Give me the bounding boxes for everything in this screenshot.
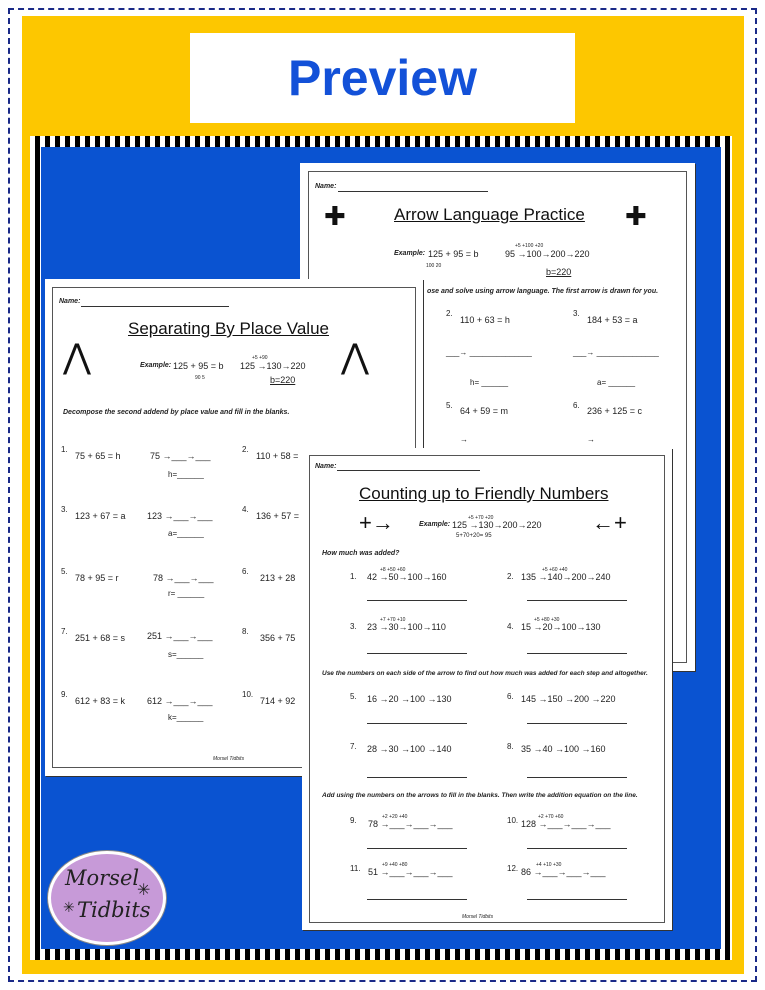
plus-arrow-right-icon: +→: [359, 510, 394, 535]
problem-steps: +2 +20 +40: [382, 814, 408, 820]
problem-equation: 251 + 68 = s: [75, 633, 126, 643]
problem-number: 3.: [61, 505, 68, 514]
example-equation: 125 + 95 = b: [173, 361, 224, 371]
problem-chain: 86 →___→___→___: [521, 867, 606, 877]
problem-equation: 236 + 125 = c: [587, 406, 643, 416]
problem-equation: 612 + 83 = k: [75, 696, 126, 706]
answer-blank: h=______: [168, 470, 204, 479]
problem-number: 2.: [507, 572, 514, 581]
problem-equation: 136 + 57 =: [256, 511, 300, 521]
section-heading: Use the numbers on each side of the arrow to find out how much was added for each step and altogether.: [322, 670, 648, 677]
problem-chain: 145 →150 →200 →220: [521, 694, 616, 704]
problem-equation: 213 + 28: [260, 573, 296, 583]
problem-chain: 612 →___→___: [147, 696, 213, 706]
example-label: Example:: [394, 250, 426, 257]
answer-blank: h= ______: [470, 378, 509, 387]
problem-equation: 78 + 95 = r: [75, 573, 119, 583]
arrow-blank: ___→ ______________: [573, 348, 659, 357]
example-result: b=220: [270, 375, 296, 385]
example-label: Example:: [140, 362, 172, 369]
footer-logo: Morsel Tidbits: [462, 914, 494, 920]
problem-steps: +7 +70 +10: [380, 617, 406, 623]
worksheet-title: Arrow Language Practice: [394, 205, 585, 224]
problem-equation: 75 + 65 = h: [75, 451, 121, 461]
logo-line2: Tidbits: [77, 898, 151, 922]
example-steps: +5 +90: [252, 355, 268, 361]
problem-number: 9.: [350, 816, 357, 825]
problem-number: 2.: [446, 309, 453, 318]
split-arrows-icon: ⋀: [63, 338, 91, 376]
problem-chain: 15 →20→100→130: [521, 622, 601, 632]
footer-logo: Morsel Tidbits: [213, 756, 245, 762]
problem-chain: 51 →___→___→___: [368, 867, 453, 877]
answer-blank: r= ______: [168, 589, 205, 598]
problem-number: 1.: [61, 445, 68, 454]
problem-number: 10.: [242, 690, 254, 699]
arrow-icon: →: [587, 435, 595, 444]
problem-equation: 123 + 67 = a: [75, 511, 126, 521]
example-steps: +5 +70 +20: [468, 515, 494, 521]
problem-number: 4.: [242, 505, 249, 514]
example-equation: 125 + 95 = b: [428, 249, 479, 259]
problem-steps: +5 +60 +40: [542, 567, 568, 573]
section-heading: Add using the numbers on the arrows to fill in the blanks. Then write the addition equation on the line.: [322, 792, 638, 799]
example-split: 90 5: [195, 375, 205, 381]
cross-arrows-icon: ✚: [625, 201, 647, 231]
problem-number: 4.: [507, 622, 514, 631]
section-heading: How much was added?: [322, 550, 400, 557]
problem-chain: 128 →___→___→___: [521, 819, 611, 829]
name-label: Name:: [59, 298, 81, 305]
cross-arrows-icon: ✚: [324, 201, 346, 231]
name-label: Name:: [315, 183, 337, 190]
logo-line1: Morsel: [65, 866, 140, 890]
problem-chain: 16 →20 →100 →130: [367, 694, 452, 704]
problem-equation: 64 + 59 = m: [460, 406, 509, 416]
example-chain: 125 →130→200→220: [452, 520, 542, 530]
problem-chain: 78 →___→___: [153, 573, 214, 583]
problem-chain: 42 →50→100→160: [367, 572, 447, 582]
instruction: Decompose the second addend by place value and fill in the blanks.: [63, 409, 290, 416]
problem-chain: 135 →140→200→240: [521, 572, 611, 582]
problem-number: 7.: [350, 742, 357, 751]
problem-steps: +5 +80 +30: [534, 617, 560, 623]
example-sum: 5+70+20= 95: [456, 533, 492, 539]
worksheet-friendly-numbers: [302, 448, 672, 930]
problem-number: 12.: [507, 864, 519, 873]
arrow-blank: ___→ ______________: [446, 348, 532, 357]
problem-equation: 184 + 53 = a: [587, 315, 638, 325]
problem-steps: +2 +70 +60: [538, 814, 564, 820]
example-split: 100 20: [426, 263, 442, 269]
problem-chain: 28 →30 →100 →140: [367, 744, 452, 754]
problem-number: 7.: [61, 627, 68, 636]
problem-chain: 75 →___→___: [150, 451, 211, 461]
answer-blank: k=______: [168, 713, 204, 722]
problem-equation: 110 + 63 = h: [460, 315, 510, 325]
worksheet-title: Separating By Place Value: [128, 319, 329, 338]
problem-steps: +9 +40 +80: [382, 862, 408, 868]
example-chain: 125 →130→220: [240, 361, 306, 371]
problem-number: 2.: [242, 445, 249, 454]
problem-chain: 23 →30→100→110: [367, 622, 446, 632]
worksheet-title: Counting up to Friendly Numbers: [359, 484, 609, 503]
problem-chain: 35 →40 →100 →160: [521, 744, 606, 754]
problem-number: 6.: [573, 401, 580, 410]
problem-chain: 78 →___→___→___: [368, 819, 453, 829]
problem-number: 9.: [61, 690, 68, 699]
problem-number: 5.: [446, 401, 453, 410]
morsel-tidbits-logo: [48, 851, 166, 945]
answer-blank: a= ______: [597, 378, 636, 387]
problem-steps: +4 +10 +30: [536, 862, 562, 868]
problem-number: 1.: [350, 572, 357, 581]
split-arrows-icon: ⋀: [341, 338, 369, 376]
sparkle-icon: ✳: [137, 880, 151, 899]
problem-number: 8.: [507, 742, 514, 751]
answer-blank: s=______: [168, 650, 204, 659]
arrow-icon: →: [460, 435, 468, 444]
problem-steps: +8 +50 +60: [380, 567, 406, 573]
example-steps: +5 +100 +20: [515, 243, 544, 249]
problem-chain: 251 →___→___: [147, 631, 213, 641]
example-result: b=220: [546, 267, 572, 277]
problem-number: 3.: [350, 622, 357, 631]
problem-number: 11.: [350, 864, 361, 873]
problem-number: 6.: [507, 692, 514, 701]
problem-number: 3.: [573, 309, 580, 318]
example-chain: 95 →100→200→220: [505, 249, 590, 259]
problem-equation: 356 + 75: [260, 633, 296, 643]
problem-number: 6.: [242, 567, 249, 576]
preview-banner: [190, 33, 575, 123]
sparkle-icon: ✳: [63, 900, 75, 916]
problem-equation: 110 + 58 =: [256, 451, 299, 461]
problem-number: 8.: [242, 627, 249, 636]
answer-blank: a=______: [168, 529, 204, 538]
preview-title: Preview: [287, 50, 477, 106]
problem-number: 10.: [507, 816, 519, 825]
name-label: Name:: [315, 463, 337, 470]
problem-equation: 714 + 92: [260, 696, 296, 706]
problem-number: 5.: [350, 692, 357, 701]
instruction: ose and solve using arrow language. The first arrow is drawn for you.: [427, 288, 659, 295]
problem-chain: 123 →___→___: [147, 511, 213, 521]
problem-number: 5.: [61, 567, 68, 576]
plus-arrow-left-icon: ←+: [592, 510, 627, 535]
example-label: Example:: [419, 521, 451, 528]
